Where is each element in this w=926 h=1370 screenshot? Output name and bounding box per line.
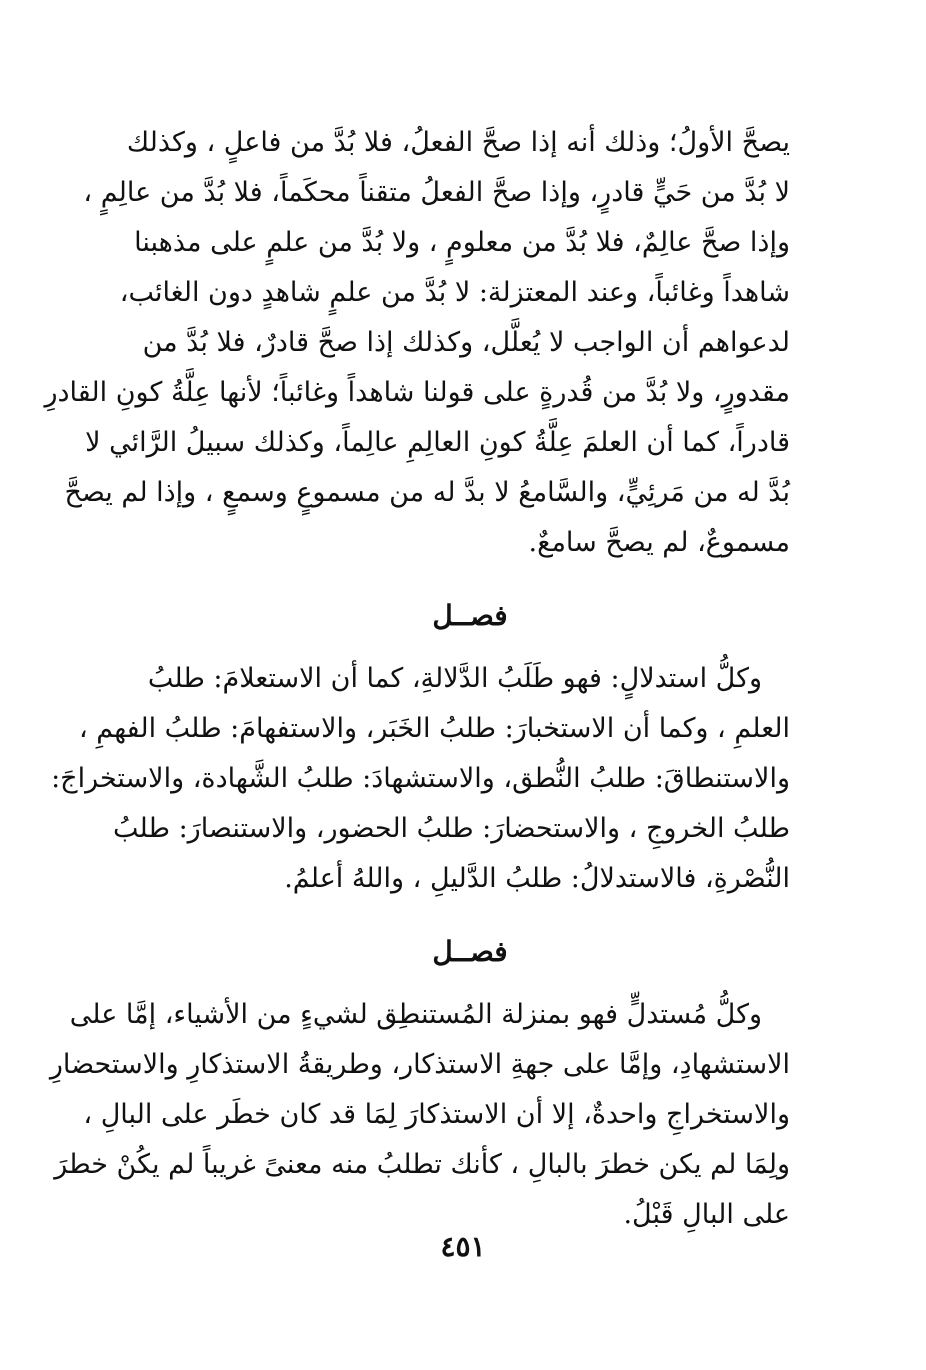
text-line: النُّصْرةِ، فالاستدلالُ: طلبُ الدَّليلِ ، واللهُ أعلمُ. (284, 863, 790, 894)
text-line: على البالِ قَبْلُ. (623, 1199, 790, 1230)
text-line: بُدَّ له من مَرئِيٍّ، والسَّامعُ لا بدَّ له من مسموعٍ وسمعٍ ، وإذا لم يصحَّ (64, 477, 790, 508)
text-line: شاهداً وغائباً، وعند المعتزلة: لا بُدَّ من علمٍ شاهدٍ دون الغائب، (119, 277, 790, 308)
text-line: وكلُّ مُستدلٍّ فهو بمنزلة المُستنطِق لشيءٍ من الأشياء، إمَّا على (69, 999, 762, 1030)
section-heading: فصــل (432, 599, 508, 632)
text-line: طلبُ الخروجِ ، والاستحضارَ: طلبُ الحضور، والاستنصارَ: طلبُ (113, 813, 790, 844)
text-line: مسموعٌ، لم يصحَّ سامعٌ. (528, 527, 790, 558)
text-line: لا بُدَّ من حَيٍّ قادرٍ، وإذا صحَّ الفعلُ متقناً محكَماً، فلا بُدَّ من عالِمٍ ، (83, 177, 790, 208)
text-line: الاستشهادِ، وإمَّا على جهةِ الاستذكار، وطريقةُ الاستذكارِ والاستحضارِ (49, 1049, 790, 1080)
paragraph-3 (49, 990, 790, 1240)
text-line: والاستنطاقَ: طلبُ النُّطق، والاستشهادَ: طلبُ الشَّهادة، والاستخراجَ: (51, 763, 790, 794)
text-line: لدعواهم أن الواجب لا يُعلَّل، وكذلك إذا صحَّ قادرٌ، فلا بُدَّ من (142, 327, 790, 358)
paragraph-2 (51, 654, 790, 904)
section-heading: فصــل (432, 935, 508, 968)
text-line: وإذا صحَّ عالِمٌ، فلا بُدَّ من معلومٍ ، ولا بُدَّ من علمٍ على مذهبنا (134, 227, 790, 258)
paragraph-1 (44, 118, 790, 568)
text-line: يصحَّ الأولُ؛ وذلك أنه إذا صحَّ الفعلُ، فلا بُدَّ من فاعلٍ ، وكذلك (126, 127, 790, 158)
text-line: وكلُّ استدلالٍ: فهو طَلَبُ الدَّلالةِ، كما أن الاستعلامَ: طلبُ (147, 663, 762, 694)
text-line: قادراً، كما أن العلمَ عِلَّةُ كونِ العالِمِ عالِماً، وكذلك سبيلُ الرَّائي لا (85, 427, 790, 458)
text-line: مقدورٍ، ولا بُدَّ من قُدرةٍ على قولنا شاهداً وغائباً؛ لأنها عِلَّةُ كونِ القادرِ (44, 377, 790, 408)
text-line: العلمِ ، وكما أن الاستخبارَ: طلبُ الخَبَر، والاستفهامَ: طلبُ الفهمِ ، (78, 713, 790, 744)
text-line: والاستخراجِ واحدةٌ، إلا أن الاستذكارَ لِمَا قد كان خطَر على البالِ ، (83, 1099, 790, 1130)
page-number: ٤٥١ (440, 1230, 486, 1263)
text-line: ولِمَا لم يكن خطرَ بالبالِ ، كأنك تطلبُ منه معنىً غريباً لم يكُنْ خطرَ (54, 1149, 790, 1180)
page-body (44, 118, 790, 1240)
